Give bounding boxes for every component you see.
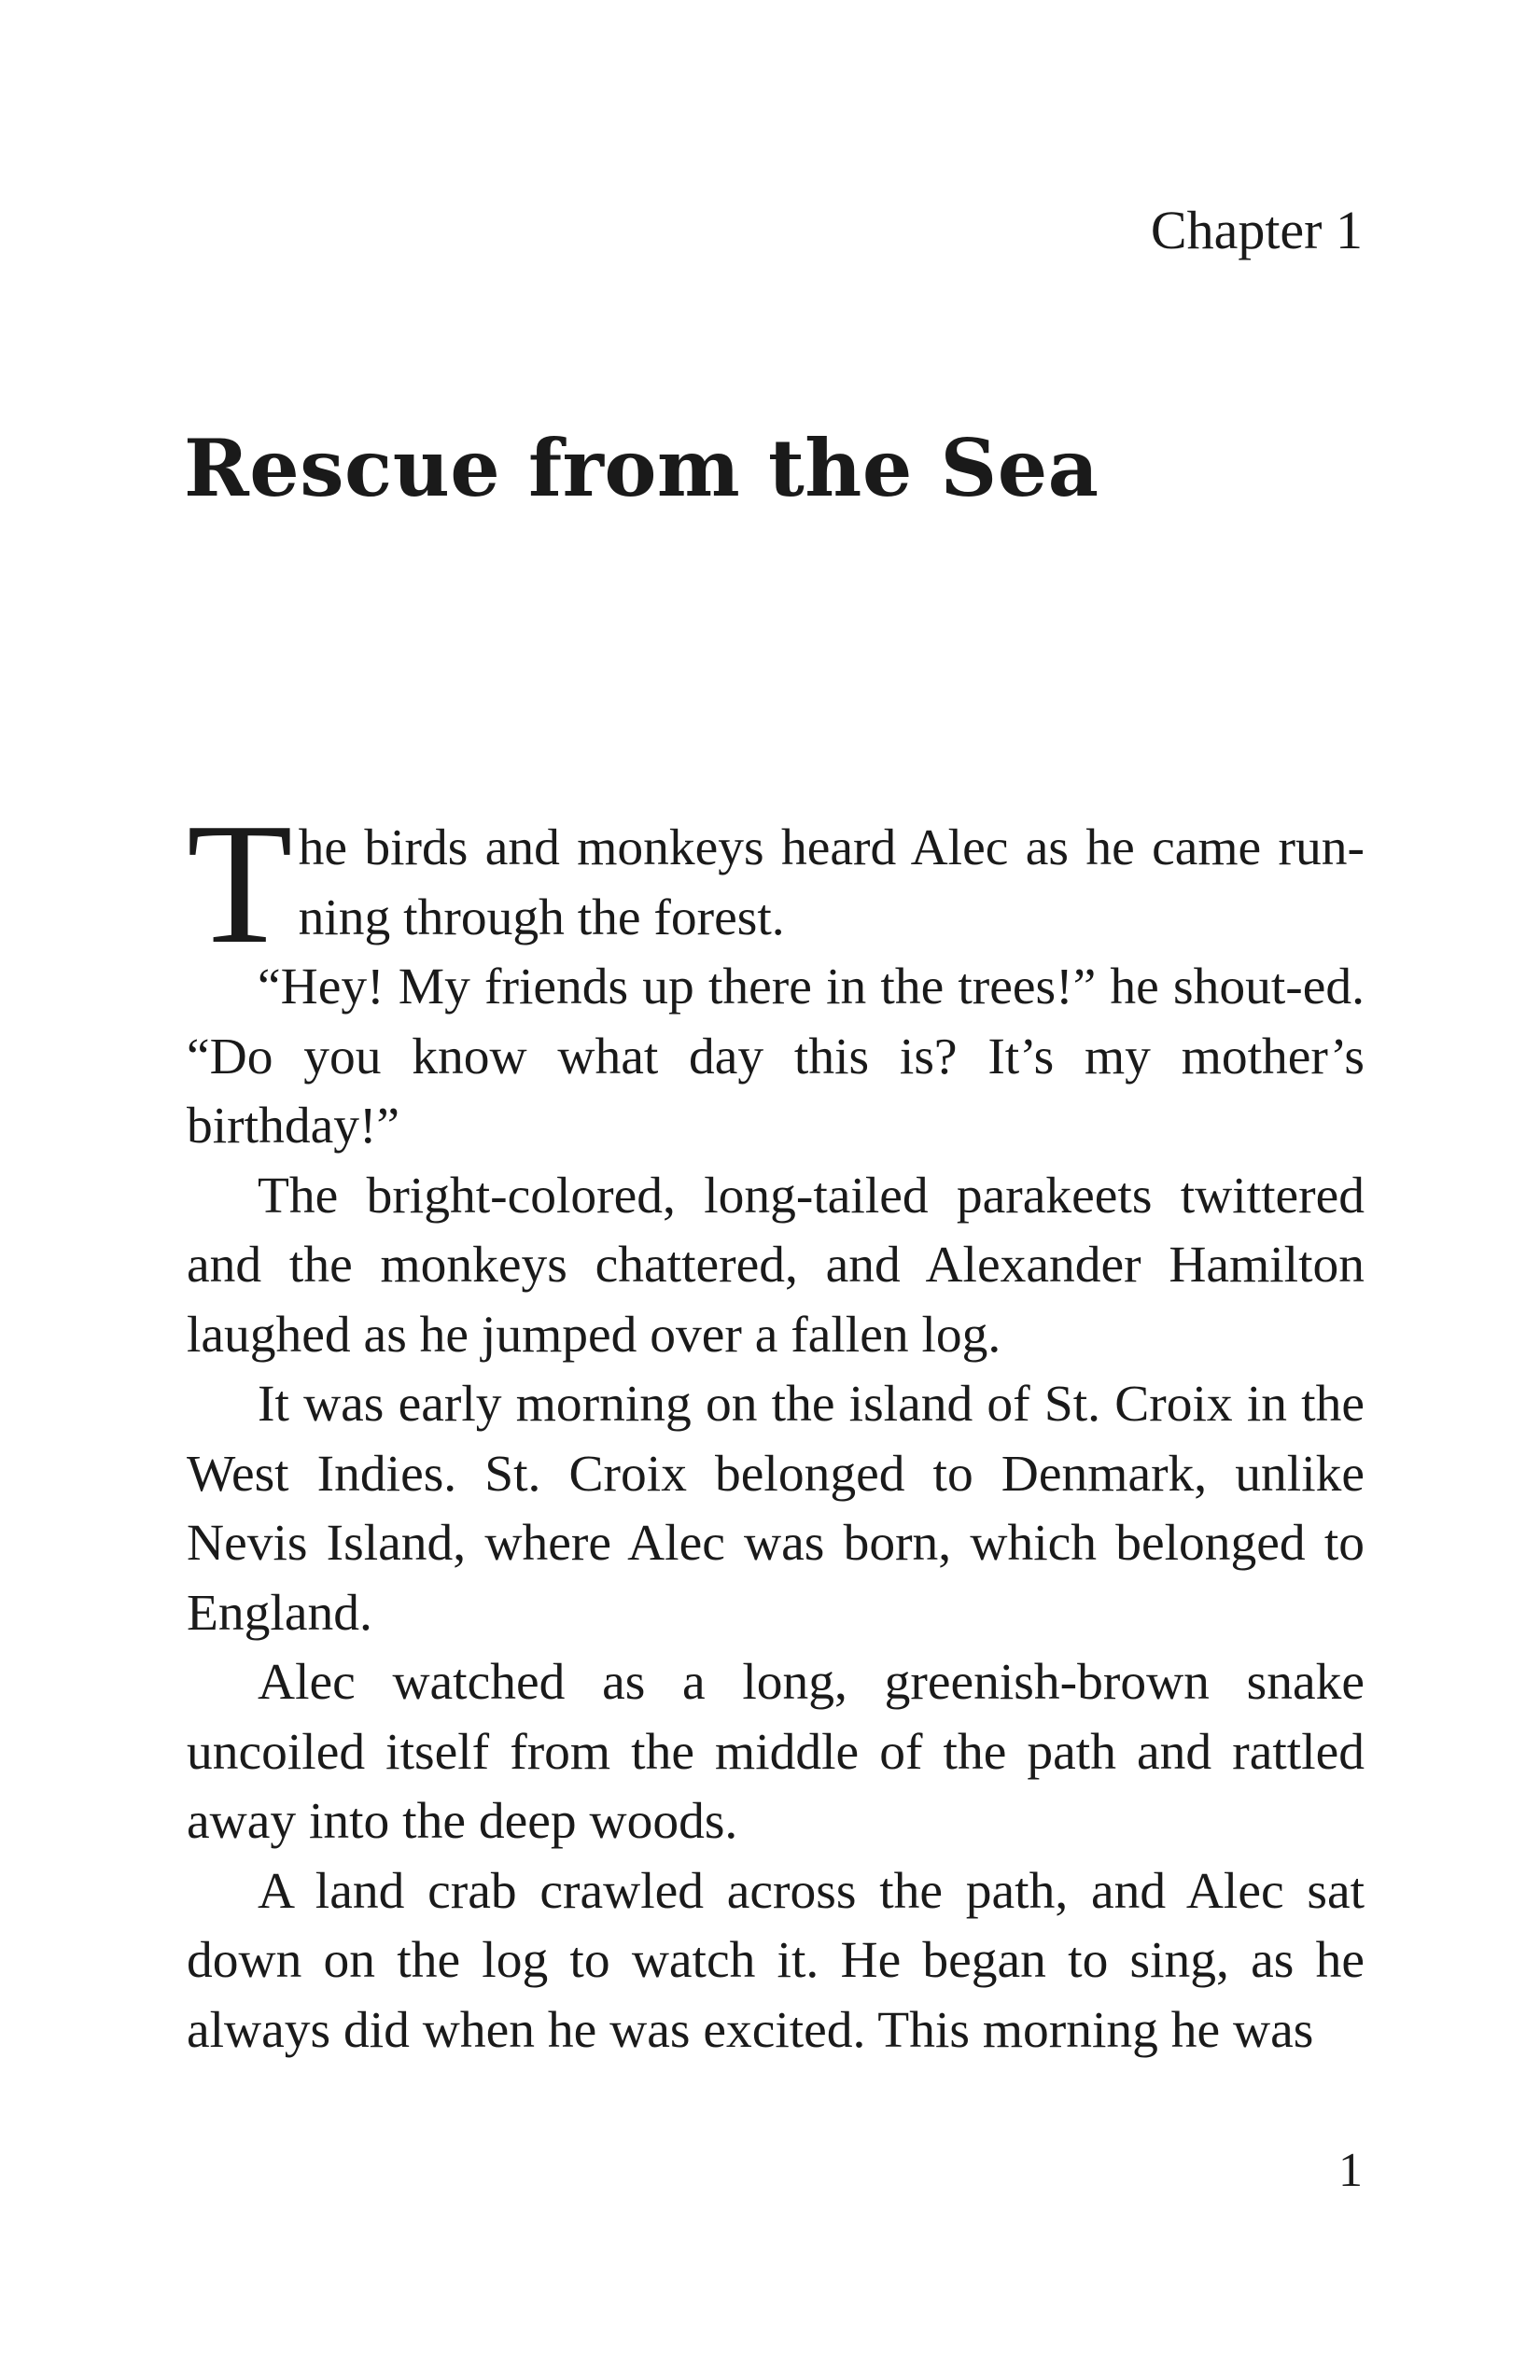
page-number: 1	[1338, 2144, 1363, 2197]
chapter-body	[187, 788, 1365, 2065]
drop-cap: T	[187, 788, 293, 980]
paragraph-1-text: he birds and monkeys heard Alec as he came run-ning through the forest.	[298, 819, 1365, 946]
paragraph-3: The bright-colored, long-tailed parakeets twittered and the monkeys chattered, and Alexander Hamilton laughed as he jumped over a fallen log.	[187, 1167, 1365, 1364]
paragraph-4: It was early morning on the island of St. Croix in the West Indies. St. Croix belonged to Denmark, unlike Nevis Island, where Alec was born, which belonged to England.	[187, 1376, 1365, 1642]
chapter-title: Rescue from the Sea	[184, 422, 1099, 514]
paragraph-6: A land crab crawled across the path, and Alec sat down on the log to watch it. He began to sing, as he always did when he was excited. This morning he was	[187, 1862, 1365, 2059]
paragraph-1	[187, 788, 1365, 980]
chapter-label: Chapter 1	[1150, 200, 1363, 260]
paragraph-2: “Hey! My friends up there in the trees!” he shout-ed. “Do you know what day this is? It’s my mother’s birthday!”	[187, 959, 1365, 1155]
paragraph-5: Alec watched as a long, greenish-brown snake uncoiled itself from the middle of the path and rattled away into the deep woods.	[187, 1654, 1365, 1850]
